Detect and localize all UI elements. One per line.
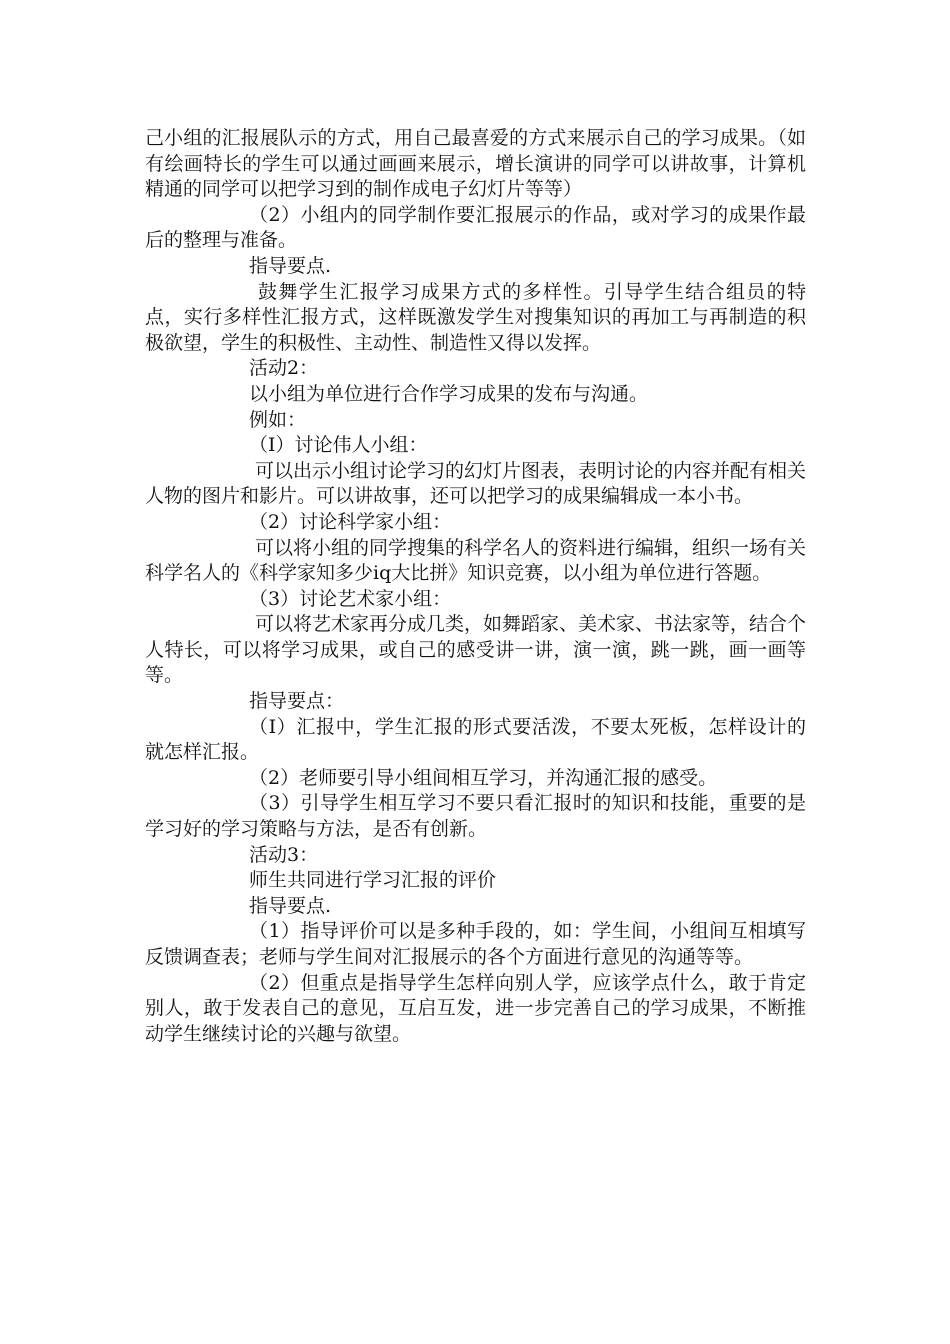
paragraph-step-2: （2）小组内的同学制作要汇报展示的作品，或对学习的成果作最后的整理与准备。 xyxy=(145,203,806,252)
paragraph-guidance-3-point-1: （1）指导评价可以是多种手段的，如：学生间，小组间互相填写反馈调查表；老师与学生间对汇报展示的各个方面进行意见的沟通等等。 xyxy=(145,920,806,968)
paragraph-intro-continued: 己小组的汇报展队示的方式，用自己最喜爱的方式来展示自己的学习成果。（如有绘画特长的学生可以通过画画来展示，增长演讲的同学可以讲故事，计算机精通的同学可以把学习到的制作成电子幻灯片等等） xyxy=(145,127,806,201)
label-example: 例如： xyxy=(249,408,307,431)
heading-artist-group: （3）讨论艺术家小组： xyxy=(249,587,452,610)
paragraph-activity-2-desc: 以小组为单位进行合作学习成果的发布与沟通。 xyxy=(249,382,649,405)
heading-guidance-1: 指导要点. xyxy=(249,254,332,277)
paragraph-activity-3-desc: 师生共同进行学习汇报的评价 xyxy=(249,869,497,892)
paragraph-scientist-group: 可以将小组的同学搜集的科学名人的资料进行编辑，组织一场有关科学名人的《科学家知多少iq大比拼》知识竞赛，以小组为单位进行答题。 xyxy=(145,536,807,585)
document-body xyxy=(145,126,806,1047)
heading-activity-2: 活动2： xyxy=(249,357,319,380)
paragraph-guidance-1-text: 鼓舞学生汇报学习成果方式的多样性。引导学生结合组员的特点，实行多样性汇报方式，这样既激发学生对搜集知识的再加工与再制造的积极欲望，学生的积极性、主动性、制造性又得以发挥。 xyxy=(145,280,806,354)
paragraph-guidance-2-point-1: （I）汇报中，学生汇报的形式要活泼，不要太死板，怎样设计的就怎样汇报。 xyxy=(145,715,806,764)
paragraph-guidance-2-point-2: （2）老师要引导小组间相互学习，并沟通汇报的感受。 xyxy=(249,766,718,789)
paragraph-guidance-3-point-2: （2）但重点是指导学生怎样向别人学，应该学点什么，敢于肯定别人，敢于发表自己的意见，互启互发，进一步完善自己的学习成果，不断推动学生继续讨论的兴趣与欲望。 xyxy=(145,971,806,1045)
paragraph-artist-group: 可以将艺术家再分成几类，如舞蹈家、美术家、书法家等，结合个人特长，可以将学习成果，或自己的感受讲一讲，演一演，跳一跳，画一画等等。 xyxy=(145,613,807,687)
heading-guidance-2: 指导要点： xyxy=(249,690,345,713)
paragraph-guidance-2-point-3: （3）引导学生相互学习不要只看汇报时的知识和技能，重要的是学习好的学习策略与方法，是否有创新。 xyxy=(145,792,806,841)
heading-great-people-group: （I）讨论伟人小组： xyxy=(249,434,428,457)
heading-guidance-3: 指导要点. xyxy=(249,894,332,917)
paragraph-great-people-group: 可以出示小组讨论学习的幻灯片图表，表明讨论的内容并配有相关人物的图片和影片。可以讲故事，还可以把学习的成果编辑成一本小书。 xyxy=(145,459,807,508)
heading-scientist-group: （2）讨论科学家小组： xyxy=(249,510,452,533)
heading-activity-3: 活动3： xyxy=(249,843,319,866)
